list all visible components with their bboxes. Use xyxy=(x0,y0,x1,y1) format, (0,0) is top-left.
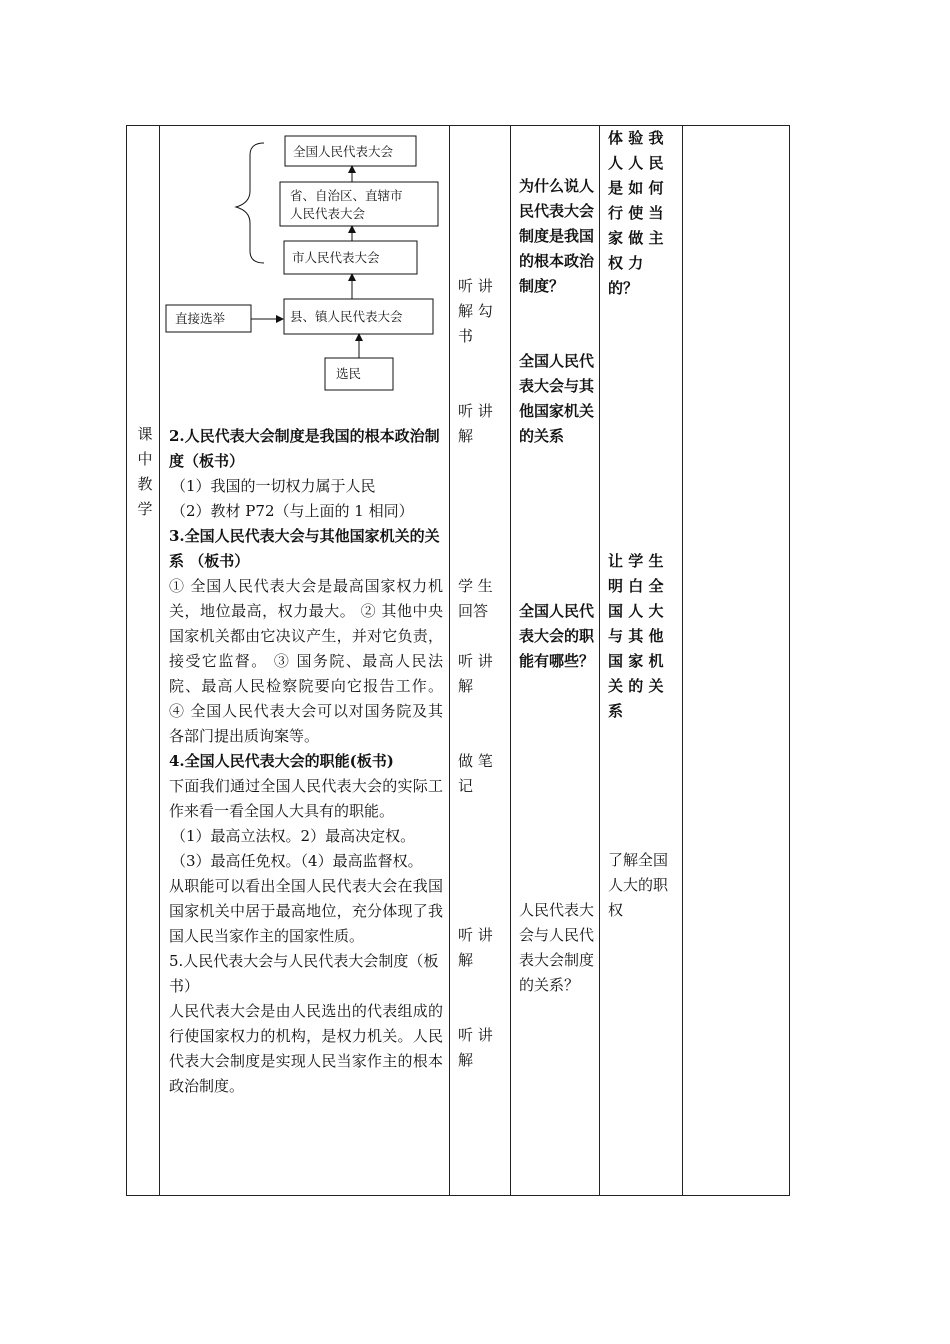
text-point-4-1: 下面我们通过全国人民代表大会的实际工作来看一看全国人大具有的职能。 xyxy=(169,777,443,820)
intent-2: 让 学 生 明 白 全 国 人 大 与 其 他 国 家 机 关 的 关 系 xyxy=(608,552,664,720)
intent-1: 体 验 我 人 人 民 是 如 何 行 使 当 家 做 主 权 力 的？ xyxy=(608,129,664,297)
column-divider xyxy=(159,126,160,1195)
student-activity-1: 听 讲 解 勾书 xyxy=(458,277,493,345)
question-2: 全国人民代表大会与其他国家机关的关系 xyxy=(519,352,595,445)
brace-shape xyxy=(236,143,264,263)
heading-point-2: 2.人民代表大会制度是我国的根本政治制度（板书） xyxy=(169,427,440,470)
section-label-char: 学 xyxy=(137,500,153,518)
box-direct-label: 直接选举 xyxy=(175,311,226,326)
text-point-4-2: （1）最高立法权。2）最高决定权。 xyxy=(171,827,416,845)
student-activity-3: 学 生 回答 xyxy=(458,577,493,620)
column-divider xyxy=(510,126,511,1195)
section-label-char: 课 xyxy=(137,425,153,443)
question-1: 为什么说人民代表大会制度是我国的根本政治制度？ xyxy=(519,177,595,295)
section-label xyxy=(131,422,159,522)
teaching-content xyxy=(169,424,443,1099)
text-point-2-2: （2）教材 P72（与上面的 1 相同） xyxy=(171,502,414,520)
column-divider xyxy=(599,126,600,1195)
heading-point-4: 4.全国人民代表大会的职能(板书) xyxy=(169,752,394,770)
text-point-4-4: 从职能可以看出全国人民代表大会在我国国家机关中居于最高地位，充分体现了我国人民当家作主的国家性质。 xyxy=(169,877,443,945)
box-national-label: 全国人民代表大会 xyxy=(293,144,394,159)
text-point-2-1: （1）我国的一切权力属于人民 xyxy=(171,477,376,495)
student-activity-4: 听 讲 解 xyxy=(458,652,493,695)
text-point-4-3: （3）最高任免权。（4）最高监督权。 xyxy=(171,852,423,870)
people-congress-structure-diagram xyxy=(162,131,442,396)
section-label-char: 教 xyxy=(137,475,153,493)
remarks-column xyxy=(689,126,785,1195)
heading-point-5: 5.人民代表大会与人民代表大会制度（板书） xyxy=(169,952,439,995)
intent-3: 了解全国人大的职权 xyxy=(608,851,669,919)
text-point-5: 人民代表大会是由人民选出的代表组成的行使国家权力的机构，是权力机关。人民代表大会制度是实现人民当家作主的根本政治制度。 xyxy=(169,1002,443,1095)
lesson-table xyxy=(126,125,790,1196)
text-point-3: ① 全国人民代表大会是最高国家权力机关，地位最高，权力最大。 ② 其他中央国家机关都由它决议产生，并对它负责，接受它监督。 ③ 国务院、最高人民法院、最高人民检察院要向它报告工作。 ④ 全国人民代表大会可以对国务院及其各部门提出质询案等。 xyxy=(169,577,443,745)
box-voters-label: 选民 xyxy=(336,366,362,381)
column-divider xyxy=(682,126,683,1195)
column-divider xyxy=(449,126,450,1195)
student-activity-7: 听 讲 解 xyxy=(458,1026,493,1069)
question-4: 人民代表大会与人民代表大会制度的关系？ xyxy=(519,901,595,994)
box-county-label: 县、镇人民代表大会 xyxy=(290,309,403,324)
box-city-label: 市人民代表大会 xyxy=(292,250,380,265)
box-provincial-label-2: 人民代表大会 xyxy=(290,206,366,221)
student-activity-6: 听 讲 解 xyxy=(458,926,493,969)
section-label-char: 中 xyxy=(137,450,153,468)
question-3: 全国人民代表大会的职能有哪些？ xyxy=(519,602,595,670)
student-activity-5: 做 笔 记 xyxy=(458,752,493,795)
box-provincial-label-1: 省、自治区、直辖市 xyxy=(290,188,403,203)
student-activity-2: 听 讲 解 xyxy=(458,402,493,445)
heading-point-3: 3.全国人民代表大会与其他国家机关的关系 （板书） xyxy=(169,527,440,570)
